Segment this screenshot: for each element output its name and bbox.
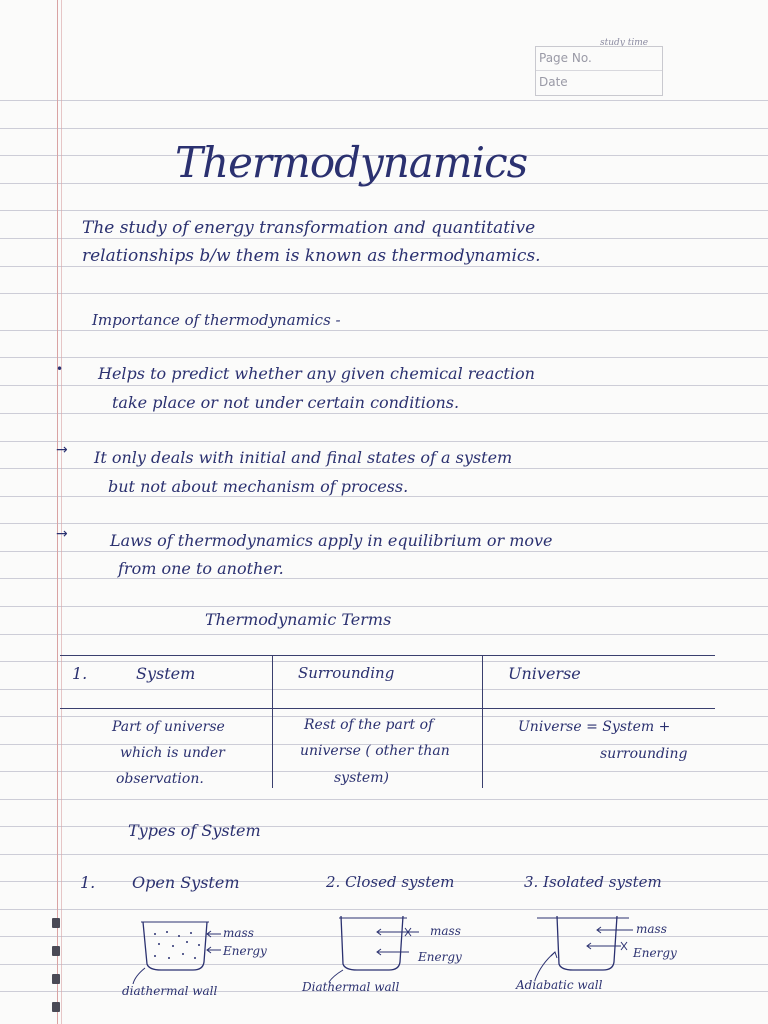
page-no-label: Page No. <box>536 47 662 71</box>
importance-heading: Importance of thermodynamics - <box>92 311 341 329</box>
column-header-universe: Universe <box>508 664 581 683</box>
definition-line-2: relationships b/w them is known as thermodynamics. <box>82 246 541 266</box>
closed-system-label: 2. Closed system <box>326 873 455 891</box>
open-mass-label: mass <box>223 926 254 940</box>
importance-point-1-line-1: Helps to predict whether any given chemical reaction <box>98 364 535 383</box>
surrounding-desc-line: system) <box>334 770 389 786</box>
closed-energy-label: Energy <box>418 950 462 964</box>
table-divider <box>272 655 273 788</box>
isolated-mass-label: mass <box>636 922 667 936</box>
importance-point-2-line-1: It only deals with initial and final states of a system <box>94 448 513 467</box>
binder-mark <box>52 918 60 928</box>
definition-line-1: The study of energy transformation and quantitative <box>82 218 536 238</box>
isolated-energy-label: Energy <box>633 946 677 960</box>
system-desc-line: which is under <box>120 745 225 761</box>
table-row-number: 1. <box>72 664 88 683</box>
universe-desc-line: surrounding <box>600 746 688 762</box>
closed-wall-label: Diathermal wall <box>302 980 400 994</box>
open-wall-label: diathermal wall <box>122 984 218 998</box>
types-row-number: 1. <box>80 873 96 892</box>
title-underline <box>170 190 450 206</box>
system-desc-line: Part of universe <box>112 719 225 735</box>
isolated-wall-label: Adiabatic wall <box>516 978 603 992</box>
margin-line <box>57 0 58 1024</box>
binder-mark <box>52 946 60 956</box>
margin-line-inner <box>61 0 62 1024</box>
column-header-system: System <box>136 664 196 683</box>
binder-mark <box>52 974 60 984</box>
page-info-box <box>535 46 663 96</box>
arrow-bullet-icon: → <box>56 526 68 542</box>
universe-desc-line: Universe = System + <box>518 719 671 735</box>
surrounding-desc-line: universe ( other than <box>300 743 450 759</box>
brand-mark: study time <box>600 38 649 48</box>
column-header-surrounding: Surrounding <box>298 664 395 682</box>
importance-point-2-line-2: but not about mechanism of process. <box>108 477 409 496</box>
date-label: Date <box>539 75 568 89</box>
importance-point-3-line-2: from one to another. <box>118 559 284 578</box>
open-energy-label: Energy <box>223 944 267 958</box>
binder-mark <box>52 1002 60 1012</box>
table-top-border <box>60 655 715 656</box>
surrounding-desc-line: Rest of the part of <box>304 717 434 733</box>
importance-point-3-line-1: Laws of thermodynamics apply in equilibrium or move <box>110 531 553 550</box>
open-system-label: Open System <box>132 873 240 892</box>
closed-mass-label: mass <box>430 924 461 938</box>
system-desc-line: observation. <box>116 771 204 787</box>
bullet-dot-icon: • <box>56 362 64 376</box>
table-divider <box>482 655 483 788</box>
isolated-system-label: 3. Isolated system <box>524 873 662 891</box>
table-header-border <box>60 708 715 709</box>
page-title: Thermodynamics <box>175 138 528 187</box>
types-heading: Types of System <box>128 821 261 840</box>
terms-heading: Thermodynamic Terms <box>205 610 392 629</box>
arrow-bullet-icon: → <box>56 442 68 458</box>
importance-point-1-line-2: take place or not under certain conditions. <box>112 393 460 412</box>
